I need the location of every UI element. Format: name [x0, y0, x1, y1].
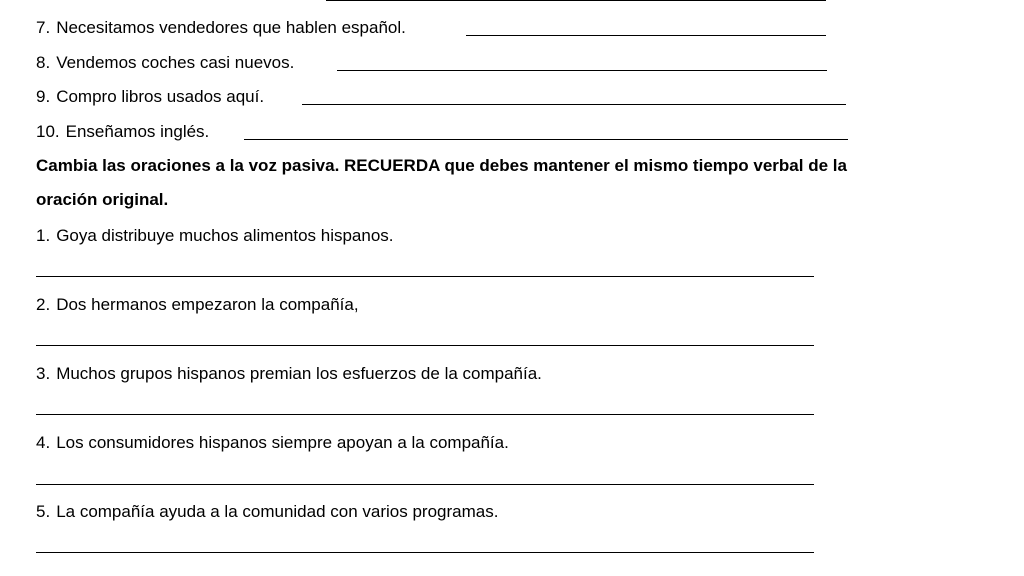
item-number: 8. — [36, 53, 51, 72]
item-text: Necesitamos vendedores que hablen español. — [56, 18, 406, 37]
passive-item-2 — [36, 295, 359, 315]
item-number: 2. — [36, 295, 51, 314]
answer-line-4[interactable] — [36, 484, 814, 485]
item-text: Vendemos coches casi nuevos. — [56, 53, 295, 72]
item-number: 1. — [36, 226, 51, 245]
passive-item-1 — [36, 226, 394, 246]
item-text: Dos hermanos empezaron la compañía, — [56, 295, 359, 314]
item-7 — [36, 18, 406, 38]
answer-line-1[interactable] — [36, 276, 814, 277]
answer-line-5[interactable] — [36, 552, 814, 553]
item-text: Compro libros usados aquí. — [56, 87, 265, 106]
item-number: 9. — [36, 87, 51, 106]
answer-blank-prev[interactable] — [326, 0, 826, 1]
answer-blank-10[interactable] — [244, 139, 848, 140]
item-number: 3. — [36, 364, 51, 383]
item-9 — [36, 87, 264, 107]
item-text: La compañía ayuda a la comunidad con varios programas. — [56, 502, 499, 521]
item-10 — [36, 122, 209, 142]
instructions-line-1: Cambia las oraciones a la voz pasiva. RECUERDA que debes mantener el mismo tiempo verbal de la — [36, 156, 847, 175]
item-number: 5. — [36, 502, 51, 521]
instructions-line-2: oración original. — [36, 190, 169, 209]
item-text: Muchos grupos hispanos premian los esfuerzos de la compañía. — [56, 364, 542, 383]
item-text: Los consumidores hispanos siempre apoyan a la compañía. — [56, 433, 509, 452]
item-number: 7. — [36, 18, 51, 37]
passive-item-5 — [36, 502, 498, 522]
answer-line-3[interactable] — [36, 414, 814, 415]
item-number: 4. — [36, 433, 51, 452]
item-8 — [36, 53, 294, 73]
answer-blank-8[interactable] — [337, 70, 827, 71]
answer-blank-7[interactable] — [466, 35, 826, 36]
item-text: Enseñamos inglés. — [65, 122, 210, 141]
item-text: Goya distribuye muchos alimentos hispanos. — [56, 226, 394, 245]
passive-item-3 — [36, 364, 542, 384]
answer-line-2[interactable] — [36, 345, 814, 346]
item-number: 10. — [36, 122, 60, 141]
answer-blank-9[interactable] — [302, 104, 846, 105]
passive-item-4 — [36, 433, 509, 453]
